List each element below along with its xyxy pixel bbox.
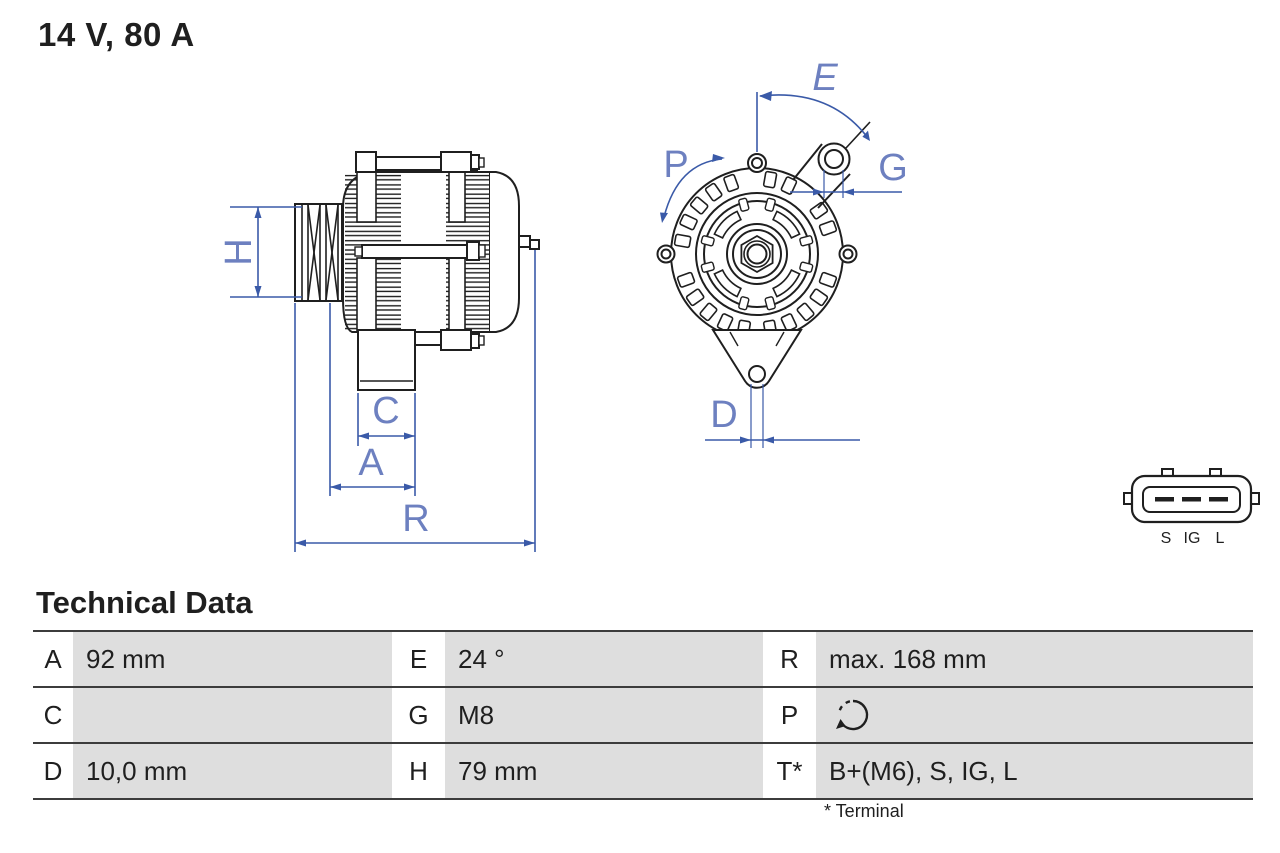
param-value <box>73 688 392 742</box>
dim-label-A: A <box>358 442 384 484</box>
param-value: B+(M6), S, IG, L <box>816 744 1253 798</box>
param-key: R <box>763 632 816 686</box>
param-key: G <box>392 688 445 742</box>
connector-pin-labels <box>1161 530 1225 547</box>
param-value: 92 mm <box>73 632 392 686</box>
connector-pin-label-ig: IG <box>1183 530 1201 547</box>
terminal-footnote: * Terminal <box>824 801 904 821</box>
param-key: H <box>392 744 445 798</box>
dim-label-R: R <box>402 498 430 540</box>
param-value: M8 <box>445 688 763 742</box>
dim-label-D: D <box>710 394 738 436</box>
connector-diagram <box>1124 469 1259 522</box>
front-view-drawing <box>658 122 871 388</box>
param-value: max. 168 mm <box>816 632 1253 686</box>
connector-pin-slots <box>1155 497 1228 502</box>
page-title: 14 V, 80 A <box>38 16 195 53</box>
dim-label-E: E <box>812 57 838 99</box>
table-row <box>33 688 1253 744</box>
dim-label-P: P <box>663 144 689 186</box>
param-key: E <box>392 632 445 686</box>
dim-label-C: C <box>372 390 400 432</box>
technical-data-table <box>33 630 1253 800</box>
pulley <box>295 204 342 301</box>
param-key: C <box>33 688 73 742</box>
connector-pin-label-l: L <box>1215 530 1225 547</box>
param-value <box>816 688 1253 742</box>
dimension-E <box>757 91 870 152</box>
dim-label-G: G <box>878 147 908 189</box>
param-key: P <box>763 688 816 742</box>
table-row <box>33 744 1253 798</box>
param-key: T* <box>763 744 816 798</box>
technical-data-heading: Technical Data <box>36 585 253 620</box>
param-key: D <box>33 744 73 798</box>
connector-pin-label-s: S <box>1160 530 1172 547</box>
param-value: 24 ° <box>445 632 763 686</box>
table-row <box>33 632 1253 688</box>
side-view-drawing <box>295 152 539 390</box>
param-key: A <box>33 632 73 686</box>
param-value: 10,0 mm <box>73 744 392 798</box>
rotation-clockwise-icon <box>831 693 875 737</box>
dim-label-H: H <box>218 238 260 266</box>
param-value: 79 mm <box>445 744 763 798</box>
